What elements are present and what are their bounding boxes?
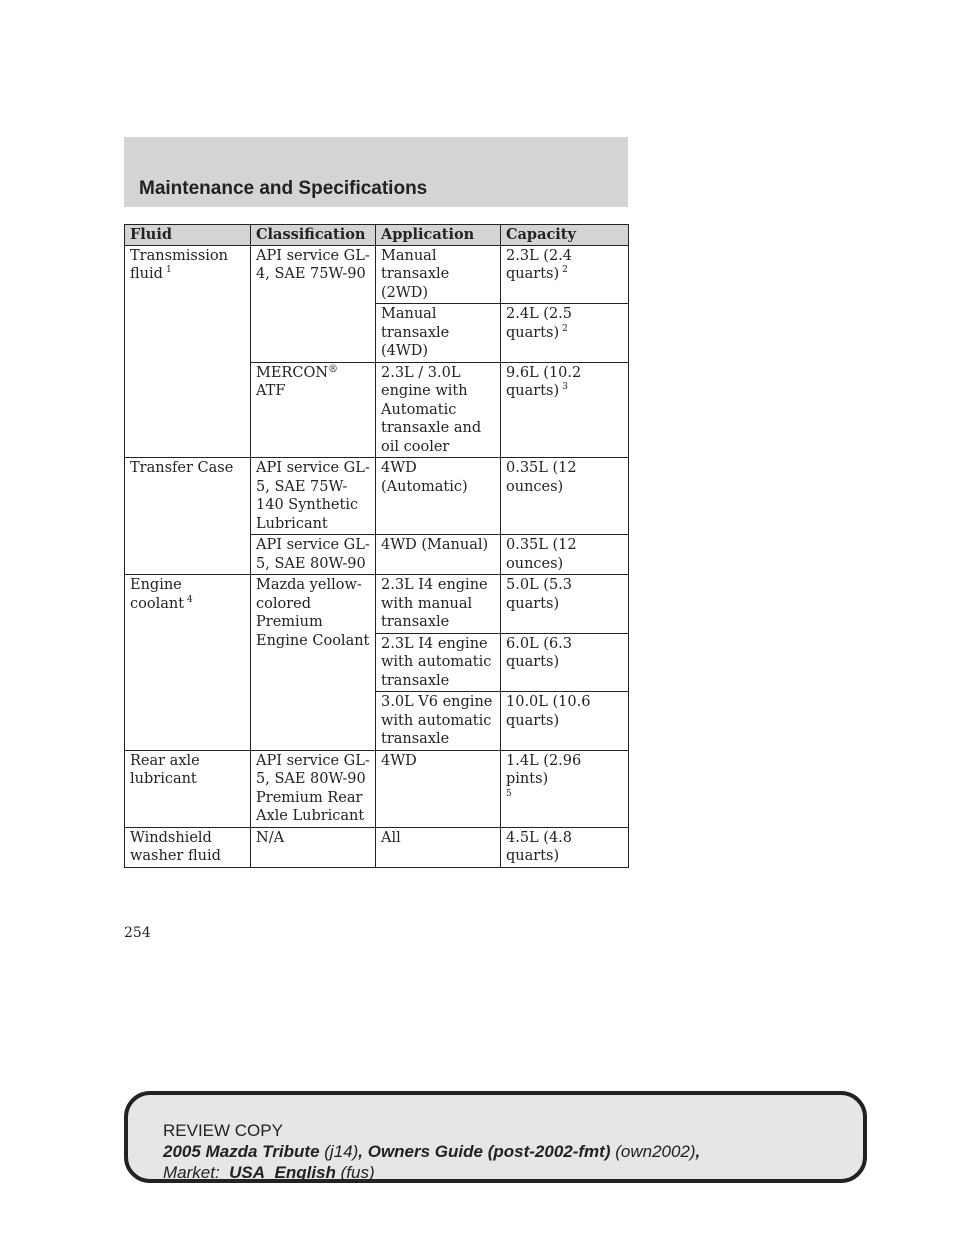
capacity-cell: 6.0L (6.3 quarts)	[501, 633, 629, 692]
model-code: (j14)	[324, 1142, 359, 1161]
fluid-cell	[125, 575, 251, 751]
classification-cell: API service GL-5, SAE 75W-140 Synthetic Lubricant	[251, 458, 376, 535]
footnote-marker: 1	[165, 265, 172, 275]
application-cell: 4WD (Automatic)	[376, 458, 501, 535]
table-row	[125, 245, 629, 304]
capacity-cell	[501, 362, 629, 458]
capacity-value: 2.4L (2.5 quarts)	[506, 306, 573, 341]
column-header-capacity: Capacity	[501, 225, 629, 246]
classification-cell	[251, 362, 376, 458]
fluid-cell: Transfer Case	[125, 458, 251, 575]
vehicle-model: 2005 Mazda Tribute	[163, 1142, 320, 1161]
table-row	[125, 750, 629, 827]
page-number: 254	[124, 925, 151, 941]
classification-brand: MERCON	[256, 364, 329, 381]
separator-comma: ,	[695, 1142, 701, 1161]
section-header	[124, 137, 628, 207]
capacity-value: 9.6L (10.2 quarts)	[506, 364, 582, 399]
classification-cell: API service GL-5, SAE 80W-90 Premium Rear Axle Lubricant	[251, 750, 376, 827]
capacity-cell: 5.0L (5.3 quarts)	[501, 575, 629, 634]
footnote-marker: 2	[562, 265, 568, 275]
application-cell: 2.3L I4 engine with manual transaxle	[376, 575, 501, 634]
column-header-fluid: Fluid	[125, 225, 251, 246]
registered-mark: ®	[328, 363, 339, 375]
capacity-value: 2.3L (2.4 quarts)	[506, 247, 573, 282]
guide-code: (own2002)	[615, 1142, 696, 1161]
market-code: (fus)	[340, 1163, 375, 1182]
document-info-line	[163, 1141, 700, 1162]
application-cell: Manual transaxle (4WD)	[376, 304, 501, 363]
capacity-cell	[501, 750, 629, 827]
application-cell: 2.3L / 3.0L engine with Automatic transaxle and oil cooler	[376, 362, 501, 458]
application-cell: 2.3L I4 engine with automatic transaxle	[376, 633, 501, 692]
capacity-value: 1.4L (2.96 pints)	[506, 752, 582, 787]
fluid-cell: Rear axle lubricant	[125, 750, 251, 827]
table-row	[125, 575, 629, 634]
table-header-row	[125, 225, 629, 246]
market-label: Market:	[163, 1163, 220, 1182]
application-cell: Manual transaxle (2WD)	[376, 245, 501, 304]
footnote-marker: 3	[562, 382, 568, 392]
capacity-cell: 0.35L (12 ounces)	[501, 458, 629, 535]
column-header-application: Application	[376, 225, 501, 246]
application-cell: All	[376, 827, 501, 867]
classification-cell: API service GL-4, SAE 75W-90	[251, 245, 376, 362]
footnote-marker: 2	[562, 323, 568, 334]
table-row	[125, 827, 629, 867]
market-value: USA_English	[229, 1163, 336, 1182]
capacity-cell: 4.5L (4.8 quarts)	[501, 827, 629, 867]
footnote-marker: 5	[506, 788, 512, 799]
classification-cell: N/A	[251, 827, 376, 867]
market-line	[163, 1162, 700, 1183]
table-row	[125, 458, 629, 535]
capacity-cell: 10.0L (10.6 quarts)	[501, 692, 629, 751]
capacity-cell: 0.35L (12 ounces)	[501, 535, 629, 575]
classification-cell: Mazda yellow-colored Premium Engine Coolant	[251, 575, 376, 751]
fluid-name: Engine coolant	[130, 577, 185, 612]
guide-title: , Owners Guide (post-2002-fmt)	[358, 1142, 611, 1161]
fluid-name: Transmission fluid	[130, 247, 229, 282]
review-copy-label: REVIEW COPY	[163, 1121, 283, 1140]
footnote-marker: 4	[187, 594, 193, 605]
application-cell: 4WD	[376, 750, 501, 827]
fluid-capacity-table	[124, 224, 629, 868]
fluid-cell: Windshield washer fluid	[125, 827, 251, 867]
capacity-cell	[501, 304, 629, 363]
review-copy-footer	[124, 1091, 867, 1183]
classification-cell: API service GL-5, SAE 80W-90	[251, 535, 376, 575]
column-header-classification: Classification	[251, 225, 376, 246]
fluid-cell	[125, 245, 251, 458]
application-cell: 4WD (Manual)	[376, 535, 501, 575]
capacity-cell	[501, 245, 629, 304]
classification-suffix: ATF	[256, 383, 286, 399]
section-title: Maintenance and Specifications	[139, 178, 428, 199]
application-cell: 3.0L V6 engine with automatic transaxle	[376, 692, 501, 751]
